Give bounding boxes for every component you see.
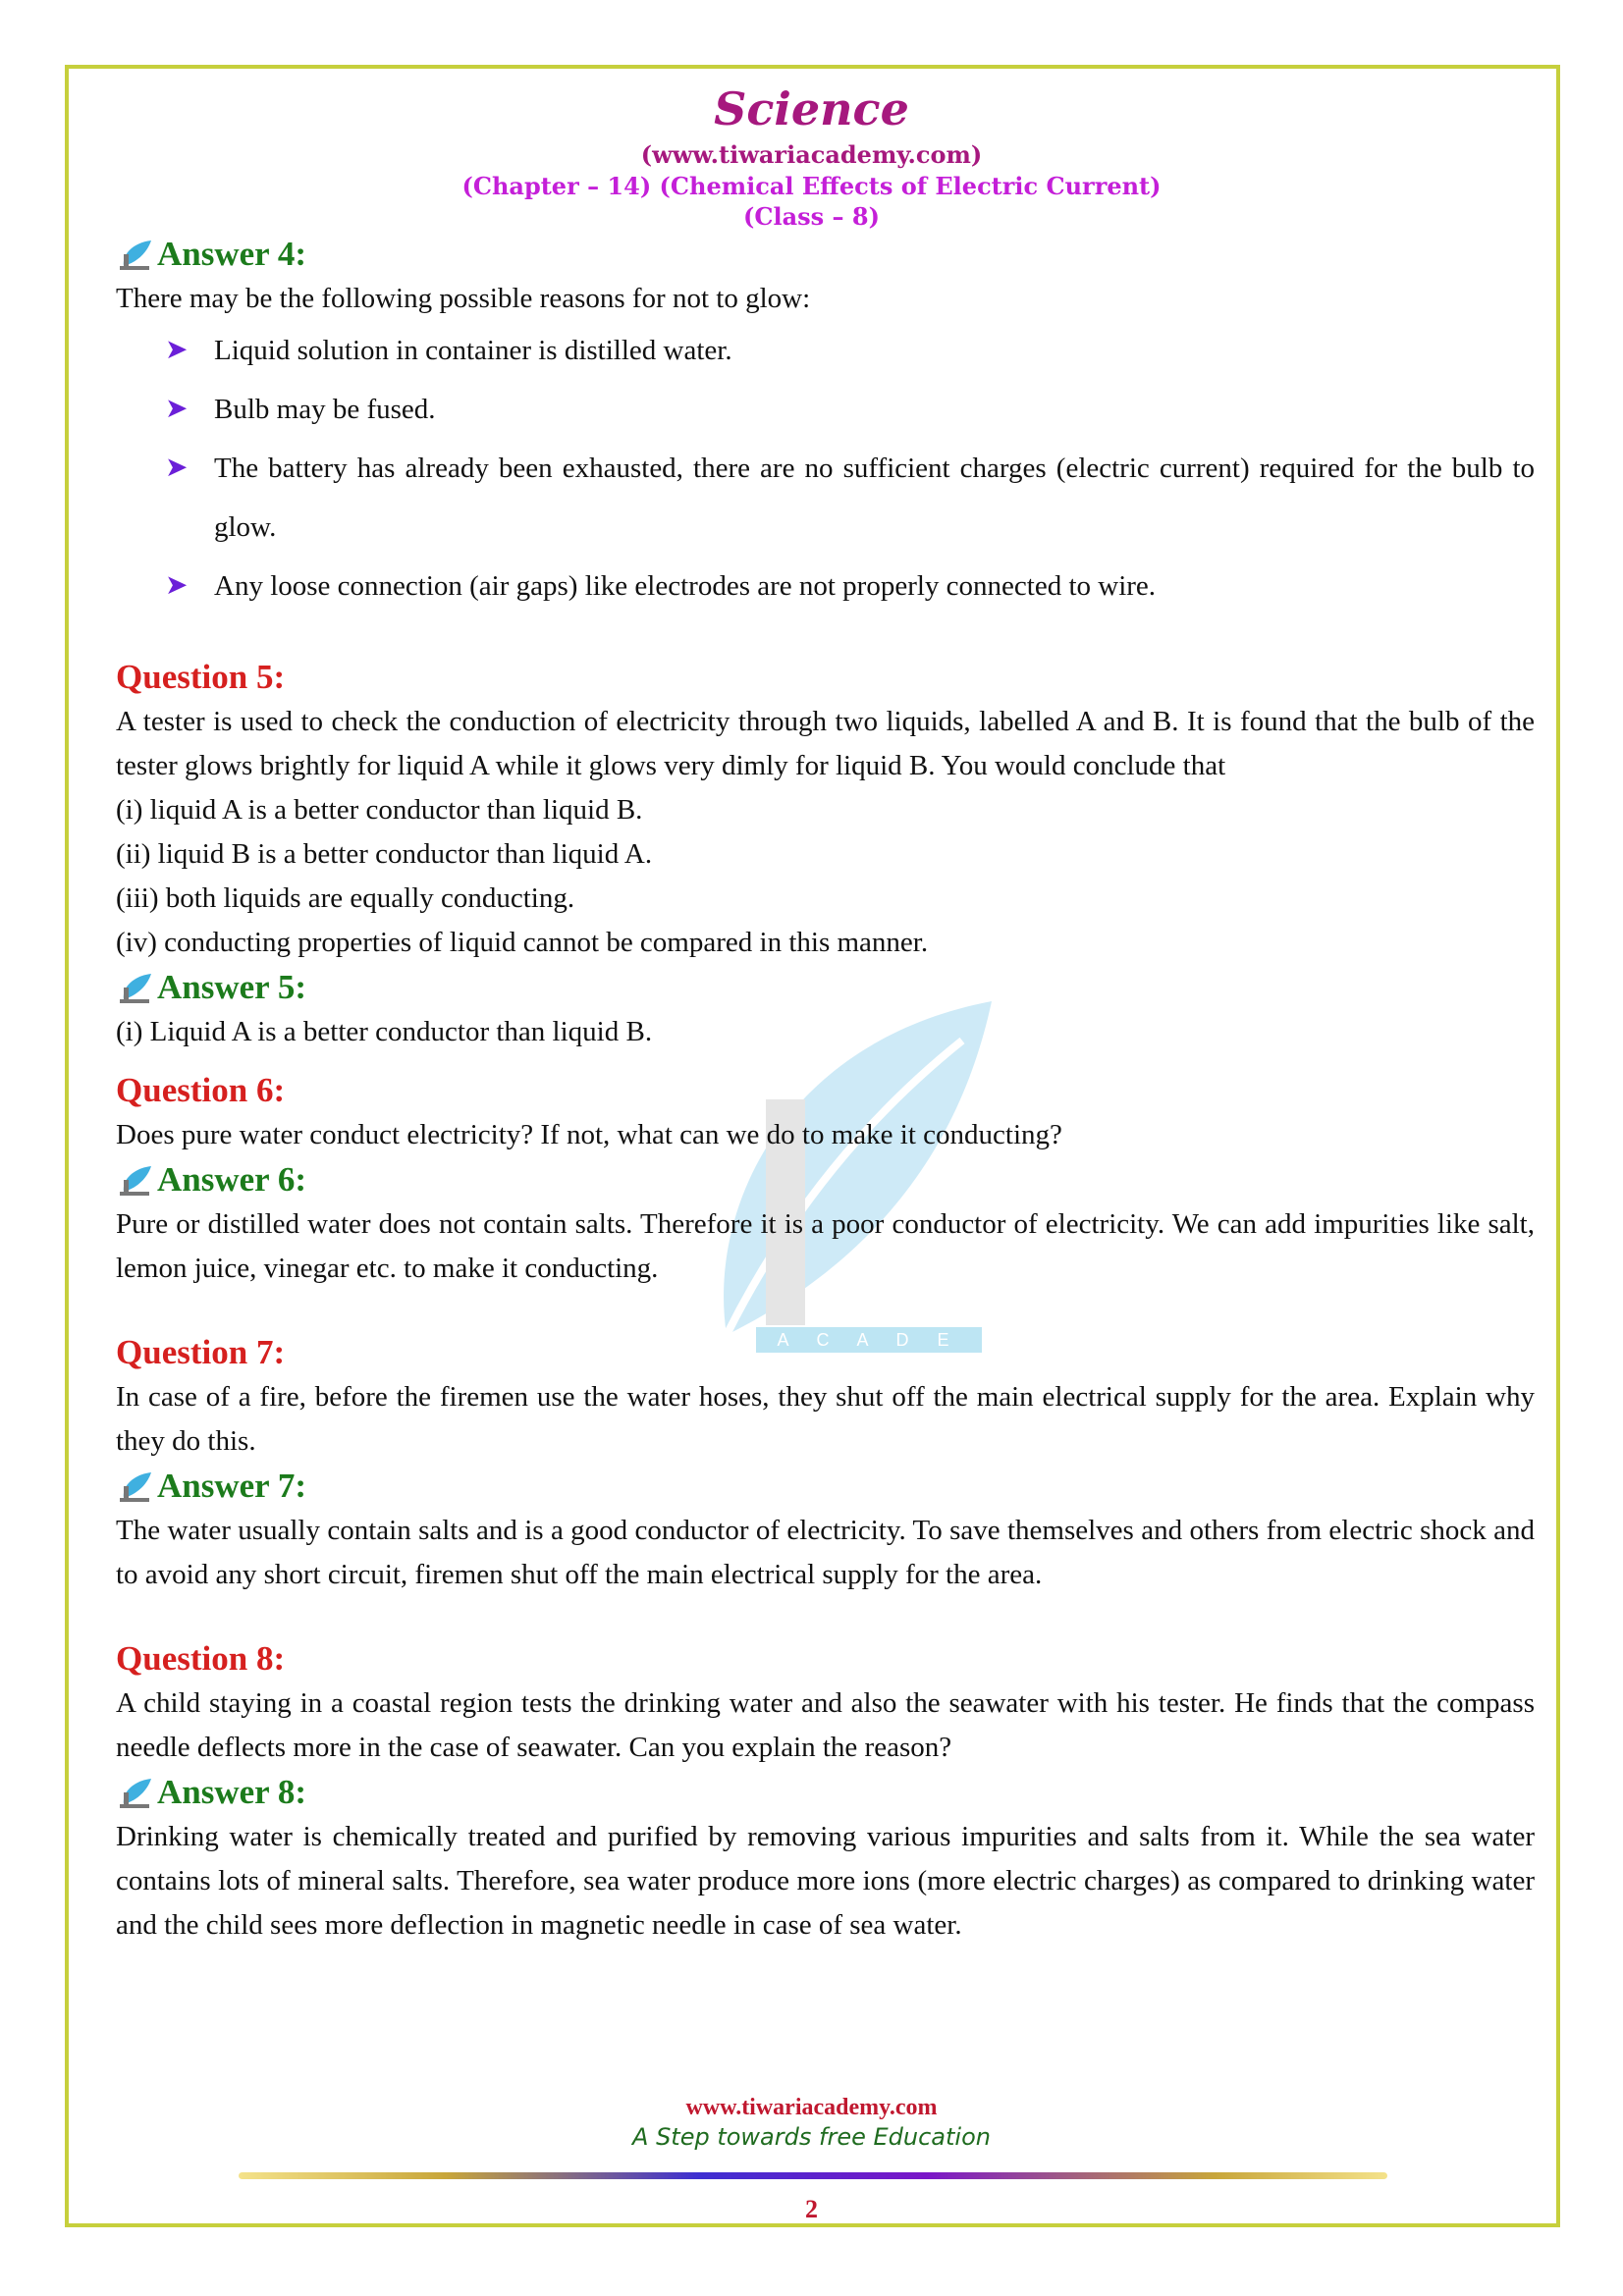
- answer-4-bullets: [116, 321, 1535, 615]
- list-item: ➤ Liquid solution in container is distilled water.: [116, 321, 1535, 380]
- question-5-option: (ii) liquid B is a better conductor than liquid A.: [116, 838, 653, 870]
- question-6-heading: Question 6:: [116, 1071, 286, 1109]
- answer-4-label: Answer 4:: [157, 235, 306, 273]
- answer-6-heading: [116, 1157, 1535, 1202]
- question-7-heading: Question 7:: [116, 1333, 286, 1371]
- header-class: (Class – 8): [743, 202, 880, 231]
- footer-site-link[interactable]: www.tiwariacademy.com: [685, 2095, 938, 2120]
- question-5-option: (iii) both liquids are equally conducting.: [116, 882, 575, 914]
- header-chapter: (Chapter – 14) (Chemical Effects of Electric Current): [461, 172, 1162, 200]
- question-5-text: A tester is used to check the conduction of electricity through two liquids, labelled A and B. It is found that the bulb of the tester glows brightly for liquid A while it glows very dimly for liquid B. You would conclude that: [116, 706, 1535, 781]
- answer-7-text: The water usually contain salts and is a good conductor of electricity. To save themselves and others from electric shock and to avoid any short circuit, firemen shut off the main electrical supply for the area.: [116, 1515, 1535, 1590]
- answer-8-label: Answer 8:: [157, 1773, 306, 1811]
- arrow-bullet-icon: ➤: [165, 570, 189, 601]
- arrow-bullet-icon: ➤: [165, 394, 189, 424]
- arrow-bullet-icon: ➤: [165, 453, 189, 483]
- tiwari-logo-icon: [116, 970, 155, 1005]
- footer-tagline: A Step towards free Education: [632, 2123, 991, 2151]
- list-item: ➤ The battery has already been exhausted, there are no sufficient charges (electric current) required for the bulb to glow.: [116, 439, 1535, 557]
- tiwari-logo-icon: [116, 1775, 155, 1810]
- answer-7-heading: [116, 1464, 1535, 1509]
- answer-7-label: Answer 7:: [157, 1467, 306, 1505]
- question-5-option: (iv) conducting properties of liquid cannot be compared in this manner.: [116, 927, 929, 958]
- tiwari-logo-icon: [116, 1468, 155, 1504]
- list-item: ➤ Bulb may be fused.: [116, 380, 1535, 439]
- content: [116, 232, 1535, 1948]
- question-8-text: A child staying in a coastal region tests the drinking water and also the seawater with his tester. He finds that the compass needle deflects more in the case of seawater. Can you explain the reason?: [116, 1687, 1535, 1763]
- question-7-text: In case of a fire, before the firemen use the water hoses, they shut off the main electrical supply for the area. Explain why they do this.: [116, 1381, 1535, 1457]
- list-item: ➤ Any loose connection (air gaps) like electrodes are not properly connected to wire.: [116, 557, 1535, 615]
- page-number: 2: [805, 2195, 818, 2223]
- answer-5-label: Answer 5:: [157, 968, 306, 1006]
- page-title: Science: [714, 82, 909, 135]
- answer-6-text: Pure or distilled water does not contain salts. Therefore it is a poor conductor of electricity. We can add impurities like salt, lemon juice, vinegar etc. to make it conducting.: [116, 1208, 1535, 1284]
- question-8-heading: Question 8:: [116, 1639, 286, 1678]
- answer-4-heading: [116, 232, 1535, 277]
- answer-8-text: Drinking water is chemically treated and purified by removing various impurities and salts from it. While the sea water contains lots of mineral salts. Therefore, sea water produce more ions (more electric charges) as compared to drinking water and the child sees more deflection in magnetic needle in case of sea water.: [116, 1821, 1535, 1941]
- answer-6-label: Answer 6:: [157, 1160, 306, 1199]
- watermark-academy-label: A C A D E M Y: [756, 1327, 982, 1353]
- answer-5-heading: [116, 965, 1535, 1010]
- tiwari-logo-icon: [116, 237, 155, 272]
- tiwari-logo-icon: [116, 1162, 155, 1198]
- answer-4-intro: There may be the following possible reasons for not to glow:: [116, 283, 811, 314]
- answer-8-heading: [116, 1770, 1535, 1815]
- question-6-text: Does pure water conduct electricity? If not, what can we do to make it conducting?: [116, 1119, 1062, 1150]
- header-site: (www.tiwariacademy.com): [640, 140, 983, 169]
- question-5-option: (i) liquid A is a better conductor than liquid B.: [116, 794, 643, 826]
- answer-5-text: (i) Liquid A is a better conductor than liquid B.: [116, 1016, 653, 1047]
- footer-divider: [239, 2172, 1387, 2179]
- arrow-bullet-icon: ➤: [165, 335, 189, 365]
- question-5-heading: Question 5:: [116, 658, 286, 696]
